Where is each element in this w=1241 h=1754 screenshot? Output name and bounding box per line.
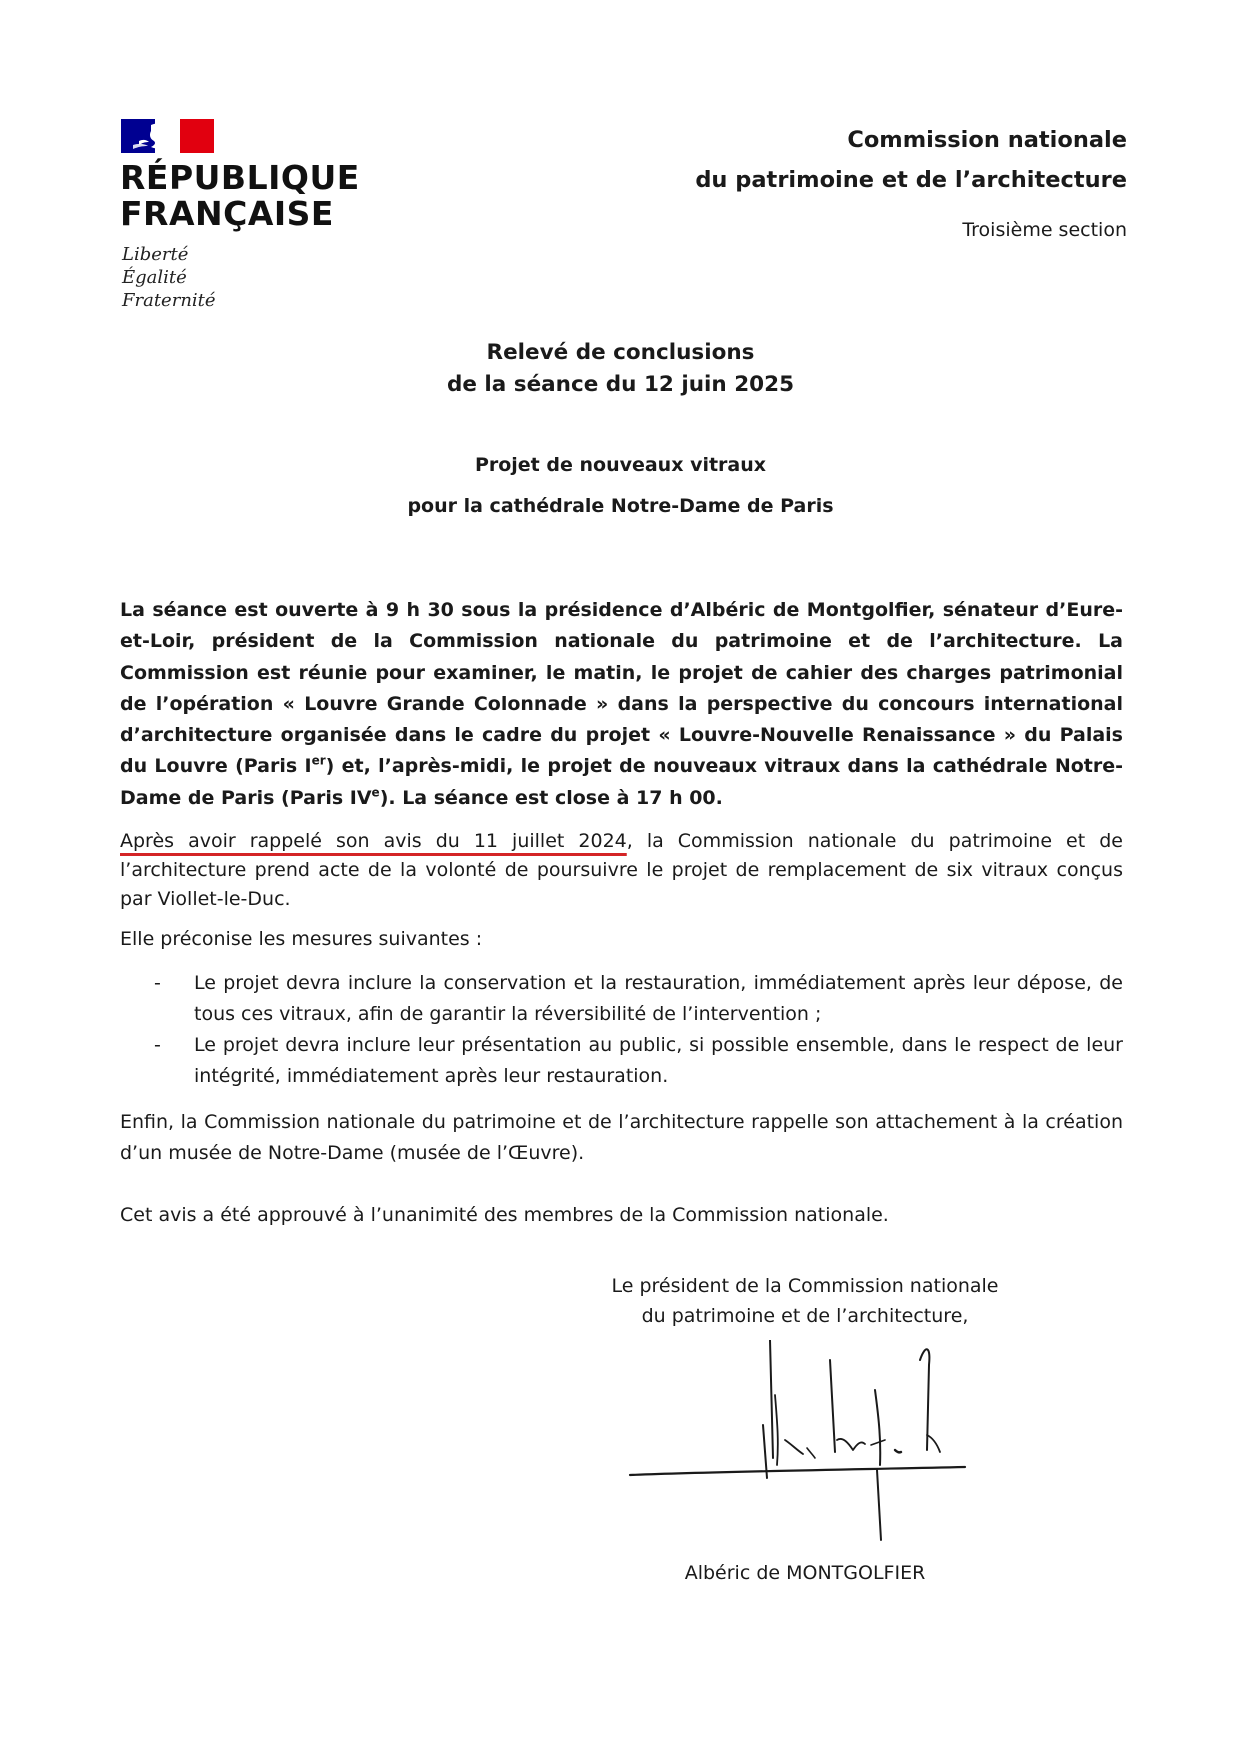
commission-line-2: du patrimoine et de l’architecture [695, 167, 1127, 193]
signatory-line-1: Le président de la Commission nationale [611, 1275, 999, 1297]
list-item [120, 1030, 1123, 1092]
project-title [0, 445, 1241, 527]
logo-line-2: FRANÇAISE [120, 194, 334, 233]
document-title [0, 337, 1241, 401]
unanimite-paragraph: Cet avis a été approuvé à l’unanimité des membres de la Commission nationale. [120, 1204, 889, 1226]
republique-francaise-wordmark [120, 160, 360, 232]
list-dash: - [154, 972, 161, 994]
intro-text-3: ). La séance est close à 17 h 00. [379, 786, 723, 809]
signatory-line-2: du patrimoine et de l’architecture, [641, 1305, 969, 1327]
avis-paragraph [120, 827, 1123, 914]
preconise-paragraph: Elle préconise les mesures suivantes : [120, 928, 483, 950]
motto-fraternite: Fraternité [122, 290, 216, 311]
section-label: Troisième section [962, 219, 1127, 241]
intro-paragraph [120, 595, 1123, 814]
title-line-1: Relevé de conclusions [486, 340, 755, 365]
intro-text-1: La séance est ouverte à 9 h 30 sous la présidence d’Albéric de Montgolfier, sénateur d’Eure-et-Loir, président de la Commission nationale du patrimoine et de l’architecture. La Commission est réunie pour examiner, le matin, le projet de cahier des charges patrimonial de l’opération « Louvre Grande Colonnade » dans la perspective du concours international d’architecture organisée dans le cadre du projet « Louvre-Nouvelle Renaissance » du Palais du Louvre (Paris I [120, 599, 1123, 778]
list-dash: - [154, 1034, 161, 1056]
enfin-paragraph: Enfin, la Commission nationale du patrimoine et de l’architecture rappelle son attachement à la création d’un musée de Notre-Dame (musée de l’Œuvre). [120, 1111, 1123, 1164]
list-item [120, 968, 1123, 1030]
measures-list [120, 968, 1123, 1092]
marianne-logo-icon [121, 119, 214, 153]
avis-text: , la Commission nationale du patrimoine et de l’architecture prend acte de la volonté de poursuivre le projet de remplacement de six vitraux conçus par Viollet-le-Duc. [120, 830, 1123, 910]
commission-header [695, 120, 1127, 200]
measure-text: Le projet devra inclure la conservation et la restauration, immédiatement après leur dépose, de tous ces vitraux, afin de garantir la réversibilité de l’intervention ; [194, 972, 1123, 1025]
motto-liberte: Liberté [122, 244, 189, 265]
motto-egalite: Égalité [122, 267, 187, 288]
commission-line-1: Commission nationale [847, 127, 1127, 153]
signatory-name: Albéric de MONTGOLFIER [684, 1562, 926, 1584]
title-line-2: de la séance du 12 juin 2025 [446, 372, 795, 397]
project-line-2: pour la cathédrale Notre-Dame de Paris [407, 495, 834, 517]
signatory-title [590, 1271, 1020, 1331]
intro-sup-1: er [311, 754, 326, 769]
project-line-1: Projet de nouveaux vitraux [474, 454, 767, 476]
logo-line-1: RÉPUBLIQUE [120, 158, 360, 197]
intro-text-2: ) et, l’après-midi, le projet de nouveaux vitraux dans la cathédrale Notre-Dame de Paris (Paris IV [120, 755, 1123, 809]
intro-sup-2: e [371, 785, 380, 800]
measure-text: Le projet devra inclure leur présentation au public, si possible ensemble, dans le respect de leur intégrité, immédiatement après leur restauration. [194, 1034, 1123, 1087]
avis-underlined-text: Après avoir rappelé son avis du 11 juillet 2024 [120, 830, 627, 852]
logo-motto [122, 243, 216, 312]
handwritten-signature [625, 1340, 975, 1545]
